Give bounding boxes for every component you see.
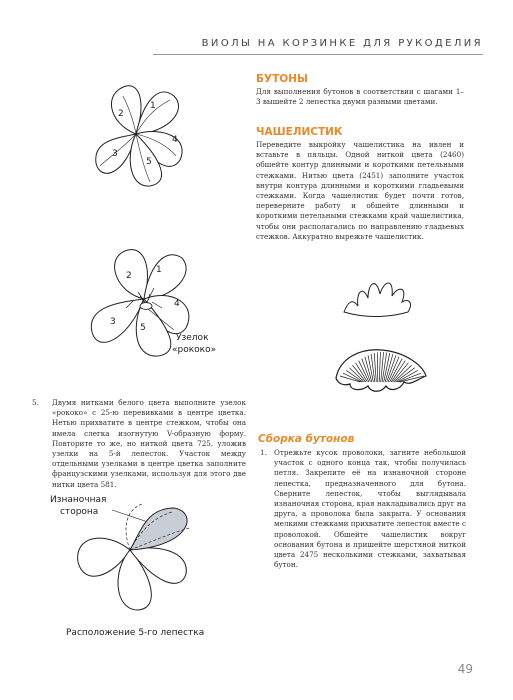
petal-1 [144,255,186,299]
petal-label-5: 5 [140,323,146,333]
petal-label-2: 2 [126,271,132,281]
flower-diagram-3 [30,488,240,623]
header-rule [153,54,483,55]
petal-label-4: 4 [172,135,178,145]
flower-diagram-1 [78,78,198,198]
calyx-heading: ЧАШЕЛИСТИК [256,126,343,138]
petal-label-5: 5 [146,157,152,167]
reverse-side-label-line2: сторона [60,507,99,517]
petal-label-3: 3 [110,317,116,327]
step-5-text: Двумя нитками белого цвета выполните узелок «рококо» с 25-ю перевивками в центре цветка. Нетью прихватите в центре стежком, чтобы она имела слегка изогнутую V-образную форму. Повторите то же, но ниткой цвета 725, уложив узелки на 5-й лепесток. Участок между отдельными узелками в центре цветка заполните французскими узелками, используя для этого две нитки цвета 581. [52,398,246,489]
assembly-text: Отрежьте кусок проволоки, загните небольшой участок с одного конца так, чтобы получилась петля. Закрепите её на изнаночной стороне лепестка, предназначенного для бутона. Сверните лепесток, чтобы выглядывала изнаночная сторона, края накладывались друг на друга, а проволока была закрыта. У основания мелкими стежками прихватите лепесток вместе с проволокой. Обшейте чашелистик вокруг основания бутона и пришейте шерстяной ниткой цвета 2475 несколькими стежками, захватывая бутон. [274,448,466,570]
assembly-heading: Сборка бутонов [258,433,355,445]
petal-2 [111,86,141,134]
buds-text: Для выполнения бутонов в соответствии с шагами 1–3 вышейте 2 лепестка двумя разными цветами. [256,87,464,107]
buds-heading: БУТОНЫ [256,73,308,85]
rococo-callout-line2: «рококо» [172,345,217,355]
running-header: ВИОЛЫ НА КОРЗИНКЕ ДЛЯ РУКОДЕЛИЯ [201,38,483,49]
assembly-number: 1. [260,448,267,457]
petal-label-1: 1 [156,265,162,275]
calyx-outline-drawing [338,272,418,322]
calyx-text: Переведите выкройку чашелистика на ивлен и вставьте в пяльцы. Одной ниткой цвета (2460) обшейте контур длинными и короткими петельными стежками. Нитью цвета (2451) заполните участок внутри контура длинными и короткими гладьевыми стежками. Когда чашелистик будет почти готов, переверните работу и обшейте длинными и короткими петельными стежками край чашелистика, чтобы они располагались по направлению гладьевых стежков. Аккуратно вырежьте чашелистик. [256,140,464,241]
reverse-side-label-line1: Изнаночная [50,495,107,505]
petal-label-4: 4 [174,299,180,309]
figure-3-caption: Расположение 5-го лепестка [66,628,205,638]
calyx-stitched-drawing [330,342,430,402]
rococo-callout-line1: Узелок [176,333,209,343]
petal-label-2: 2 [118,109,124,119]
petal-1 [136,92,179,134]
petal-label-3: 3 [112,149,118,159]
petal-label-1: 1 [150,101,156,111]
flower-diagram-2 [76,244,256,374]
fifth-petal-shaded [130,508,187,550]
rococo-knot [140,303,152,310]
step-5-number: 5. [32,398,39,407]
petal-3 [91,299,144,342]
page-number: 49 [457,662,473,676]
